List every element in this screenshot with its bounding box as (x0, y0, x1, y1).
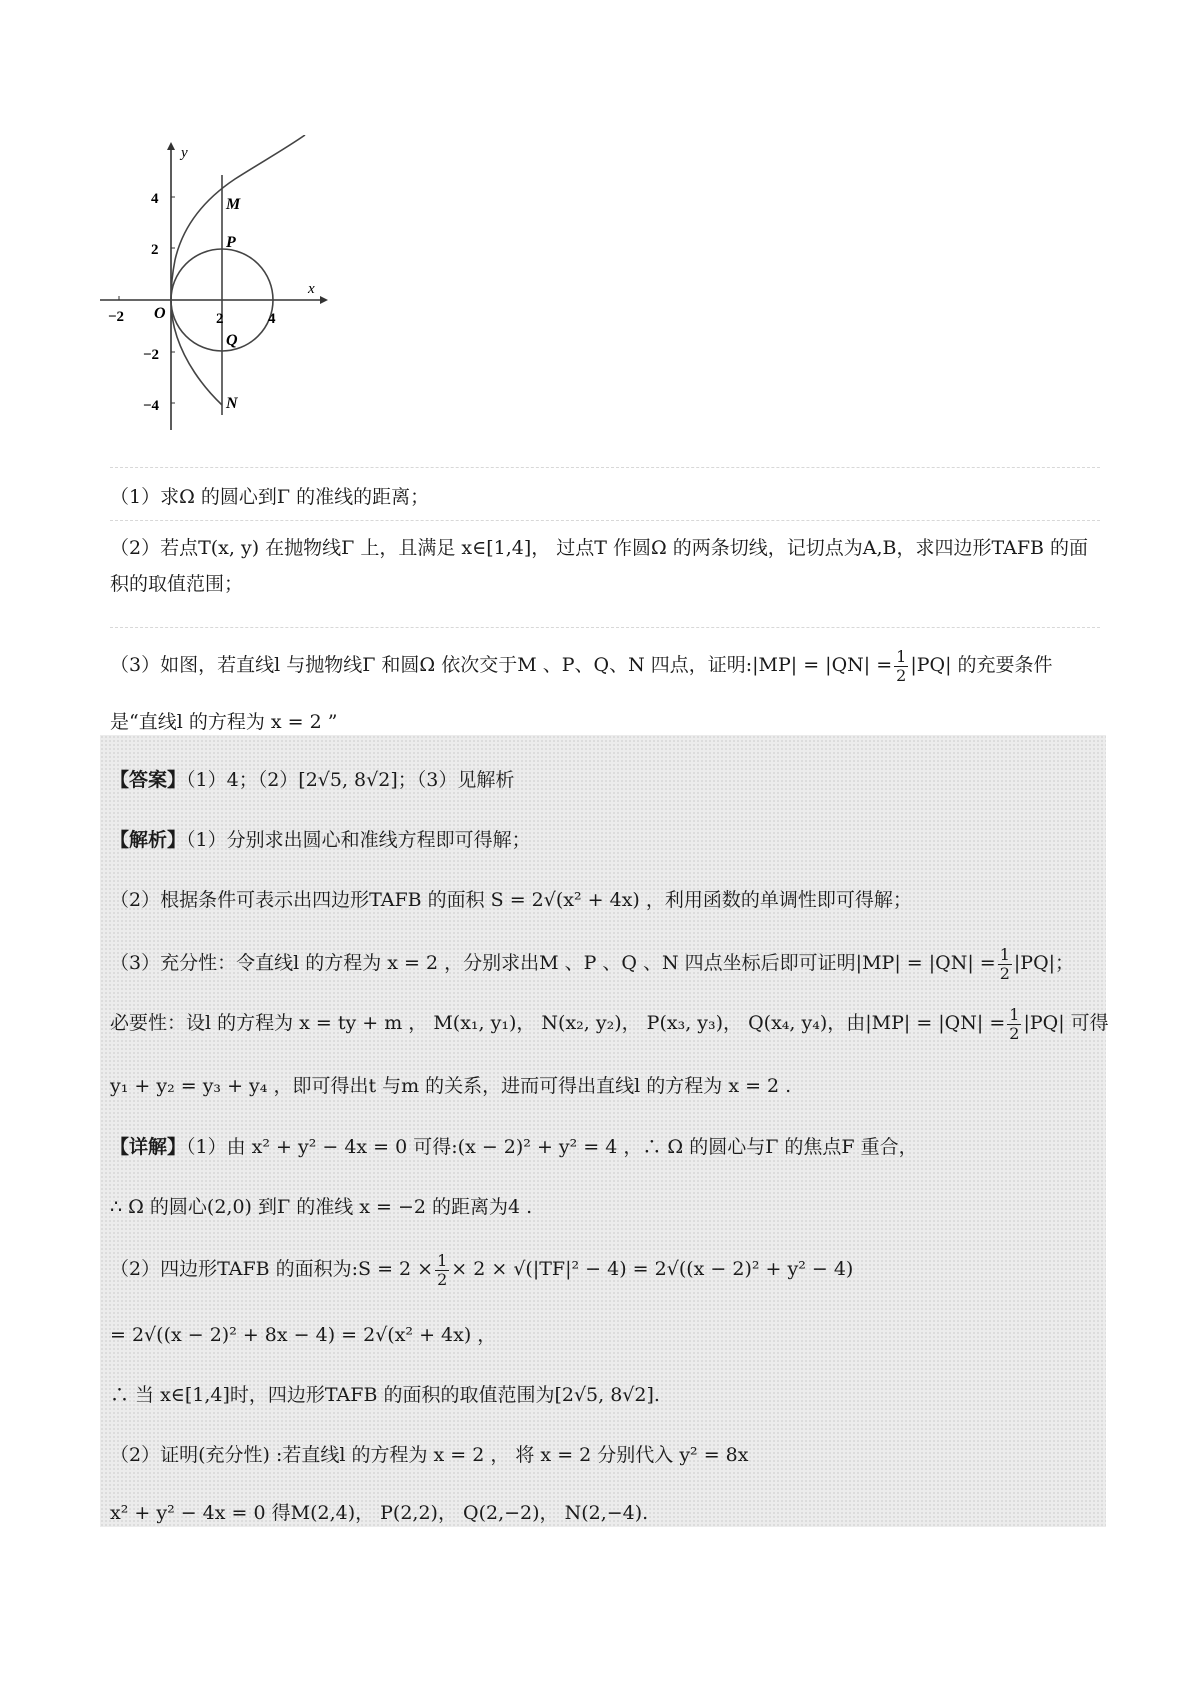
detail-line5: ∴ 当 x∈[1,4]时，四边形TAFB 的面积的取值范围为[2√5, 8√2]. (110, 1384, 660, 1406)
divider (110, 627, 1100, 628)
detail-line7: x² + y² − 4x = 0 得M(2,4)， P(2,2)， Q(2,−2)， N(2,−4). (110, 1502, 649, 1524)
detail-line3 (110, 1252, 853, 1288)
fraction-one-half (435, 1252, 449, 1288)
analysis-line1 (110, 825, 531, 852)
x-tick-label-2: 2 (216, 311, 224, 327)
detail-label: 【详解】 (110, 1136, 187, 1158)
detail-line1 (110, 1132, 918, 1159)
point-label-M: M (226, 196, 241, 213)
answer-label: 【答案】 (110, 769, 187, 791)
parabola-circle-figure (95, 135, 345, 435)
question-3-line1 (110, 648, 1053, 684)
detail-line2: ∴ Ω 的圆心(2,0) 到Γ 的准线 x = −2 的距离为4 . (110, 1196, 533, 1218)
fraction-numerator: 1 (437, 1251, 448, 1270)
analysis-line3 (110, 946, 1074, 982)
y-tick-label-4: 4 (151, 191, 159, 207)
question-3-text-a: （3）如图，若直线l 与抛物线Γ 和圆Ω 依次交于M 、P、Q、N 四点，证明:|MP| = |QN| = (110, 654, 893, 677)
analysis-line3-text-a: （3）充分性：令直线l 的方程为 x = 2 ，分别求出M 、P 、Q 、N 四点坐标后即可证明|MP| = |QN| = (110, 952, 996, 975)
detail-line3-text-b: × 2 × √(|TF|² − 4) = 2√((x − 2)² + y² − 4) (451, 1258, 854, 1281)
axis-label-x: x (308, 281, 315, 297)
question-3-line2: 是“直线l 的方程为 x = 2 ” (110, 711, 338, 733)
analysis-line2: （2）根据条件可表示出四边形TAFB 的面积 S = 2√(x² + 4x) ，利用函数的单调性即可得解； (110, 889, 912, 911)
y-axis-arrow (167, 142, 175, 150)
question-3-text-b: |PQ| 的充要条件 (910, 654, 1053, 677)
detail-line4: = 2√((x − 2)² + 8x − 4) = 2√(x² + 4x) ， (110, 1324, 497, 1346)
question-1: （1）求Ω 的圆心到Γ 的准线的距离； (110, 486, 430, 508)
analysis-line3-text-b: |PQ|； (1013, 952, 1075, 975)
answer-text: （1）4；（2）[2√5, 8√2]；（3）见解析 (186, 769, 515, 791)
point-label-P: P (226, 234, 236, 251)
analysis-line4-text-a: 必要性：设l 的方程为 x = ty + m ， M(x₁, y₁)， N(x₂, y₂)， P(x₃, y₃)， Q(x₄, y₄)，由|MP| = |QN| = (110, 1012, 1006, 1035)
axis-label-y: y (181, 145, 188, 161)
divider (110, 467, 1100, 468)
point-label-N: N (226, 395, 238, 412)
parabola-curve (171, 135, 305, 405)
point-label-Q: Q (226, 332, 238, 349)
x-tick-label-4: 4 (268, 311, 276, 327)
fraction-denominator: 2 (999, 963, 1010, 983)
detail-line3-text-a: （2）四边形TAFB 的面积为:S = 2 × (110, 1258, 434, 1281)
analysis-line4-text-b: |PQ| 可得 (1023, 1012, 1109, 1035)
analysis-text: （1）分别求出圆心和准线方程即可得解； (186, 829, 531, 851)
analysis-line4 (110, 1006, 1109, 1042)
y-tick-label-neg4: −4 (143, 398, 160, 414)
fraction-numerator: 1 (896, 647, 907, 666)
answer-section (100, 735, 1109, 1527)
fraction-one-half (1007, 1006, 1021, 1042)
origin-label: O (154, 305, 166, 322)
y-tick-label-2: 2 (151, 242, 159, 258)
fraction-numerator: 1 (999, 945, 1010, 964)
x-tick-label-neg2: −2 (108, 309, 125, 325)
fraction-numerator: 1 (1009, 1005, 1020, 1024)
analysis-line5: y₁ + y₂ = y₃ + y₄ ，即可得出t 与m 的关系，进而可得出直线l 的方程为 x = 2 . (110, 1075, 792, 1097)
x-axis-arrow (320, 296, 328, 304)
y-tick-label-neg2: −2 (143, 347, 160, 363)
fraction-denominator: 2 (437, 1269, 448, 1289)
analysis-label: 【解析】 (110, 829, 187, 851)
fraction-one-half (894, 648, 908, 684)
divider (110, 520, 1100, 521)
fraction-denominator: 2 (896, 665, 907, 685)
detail-text: （1）由 x² + y² − 4x = 0 可得:(x − 2)² + y² = 4 ，∴ Ω 的圆心与Γ 的焦点F 重合， (186, 1136, 918, 1158)
fraction-denominator: 2 (1009, 1023, 1020, 1043)
detail-line6: （2）证明(充分性) :若直线l 的方程为 x = 2 ， 将 x = 2 分别代入 y² = 8x (110, 1444, 749, 1466)
question-2: （2）若点T(x, y) 在抛物线Γ 上，且满足 x∈[1,4]， 过点T 作圆Ω 的两条切线，记切点为A,B，求四边形TAFB 的面积的取值范围； (110, 537, 1089, 596)
answer-line (110, 765, 514, 792)
fraction-one-half (998, 946, 1012, 982)
